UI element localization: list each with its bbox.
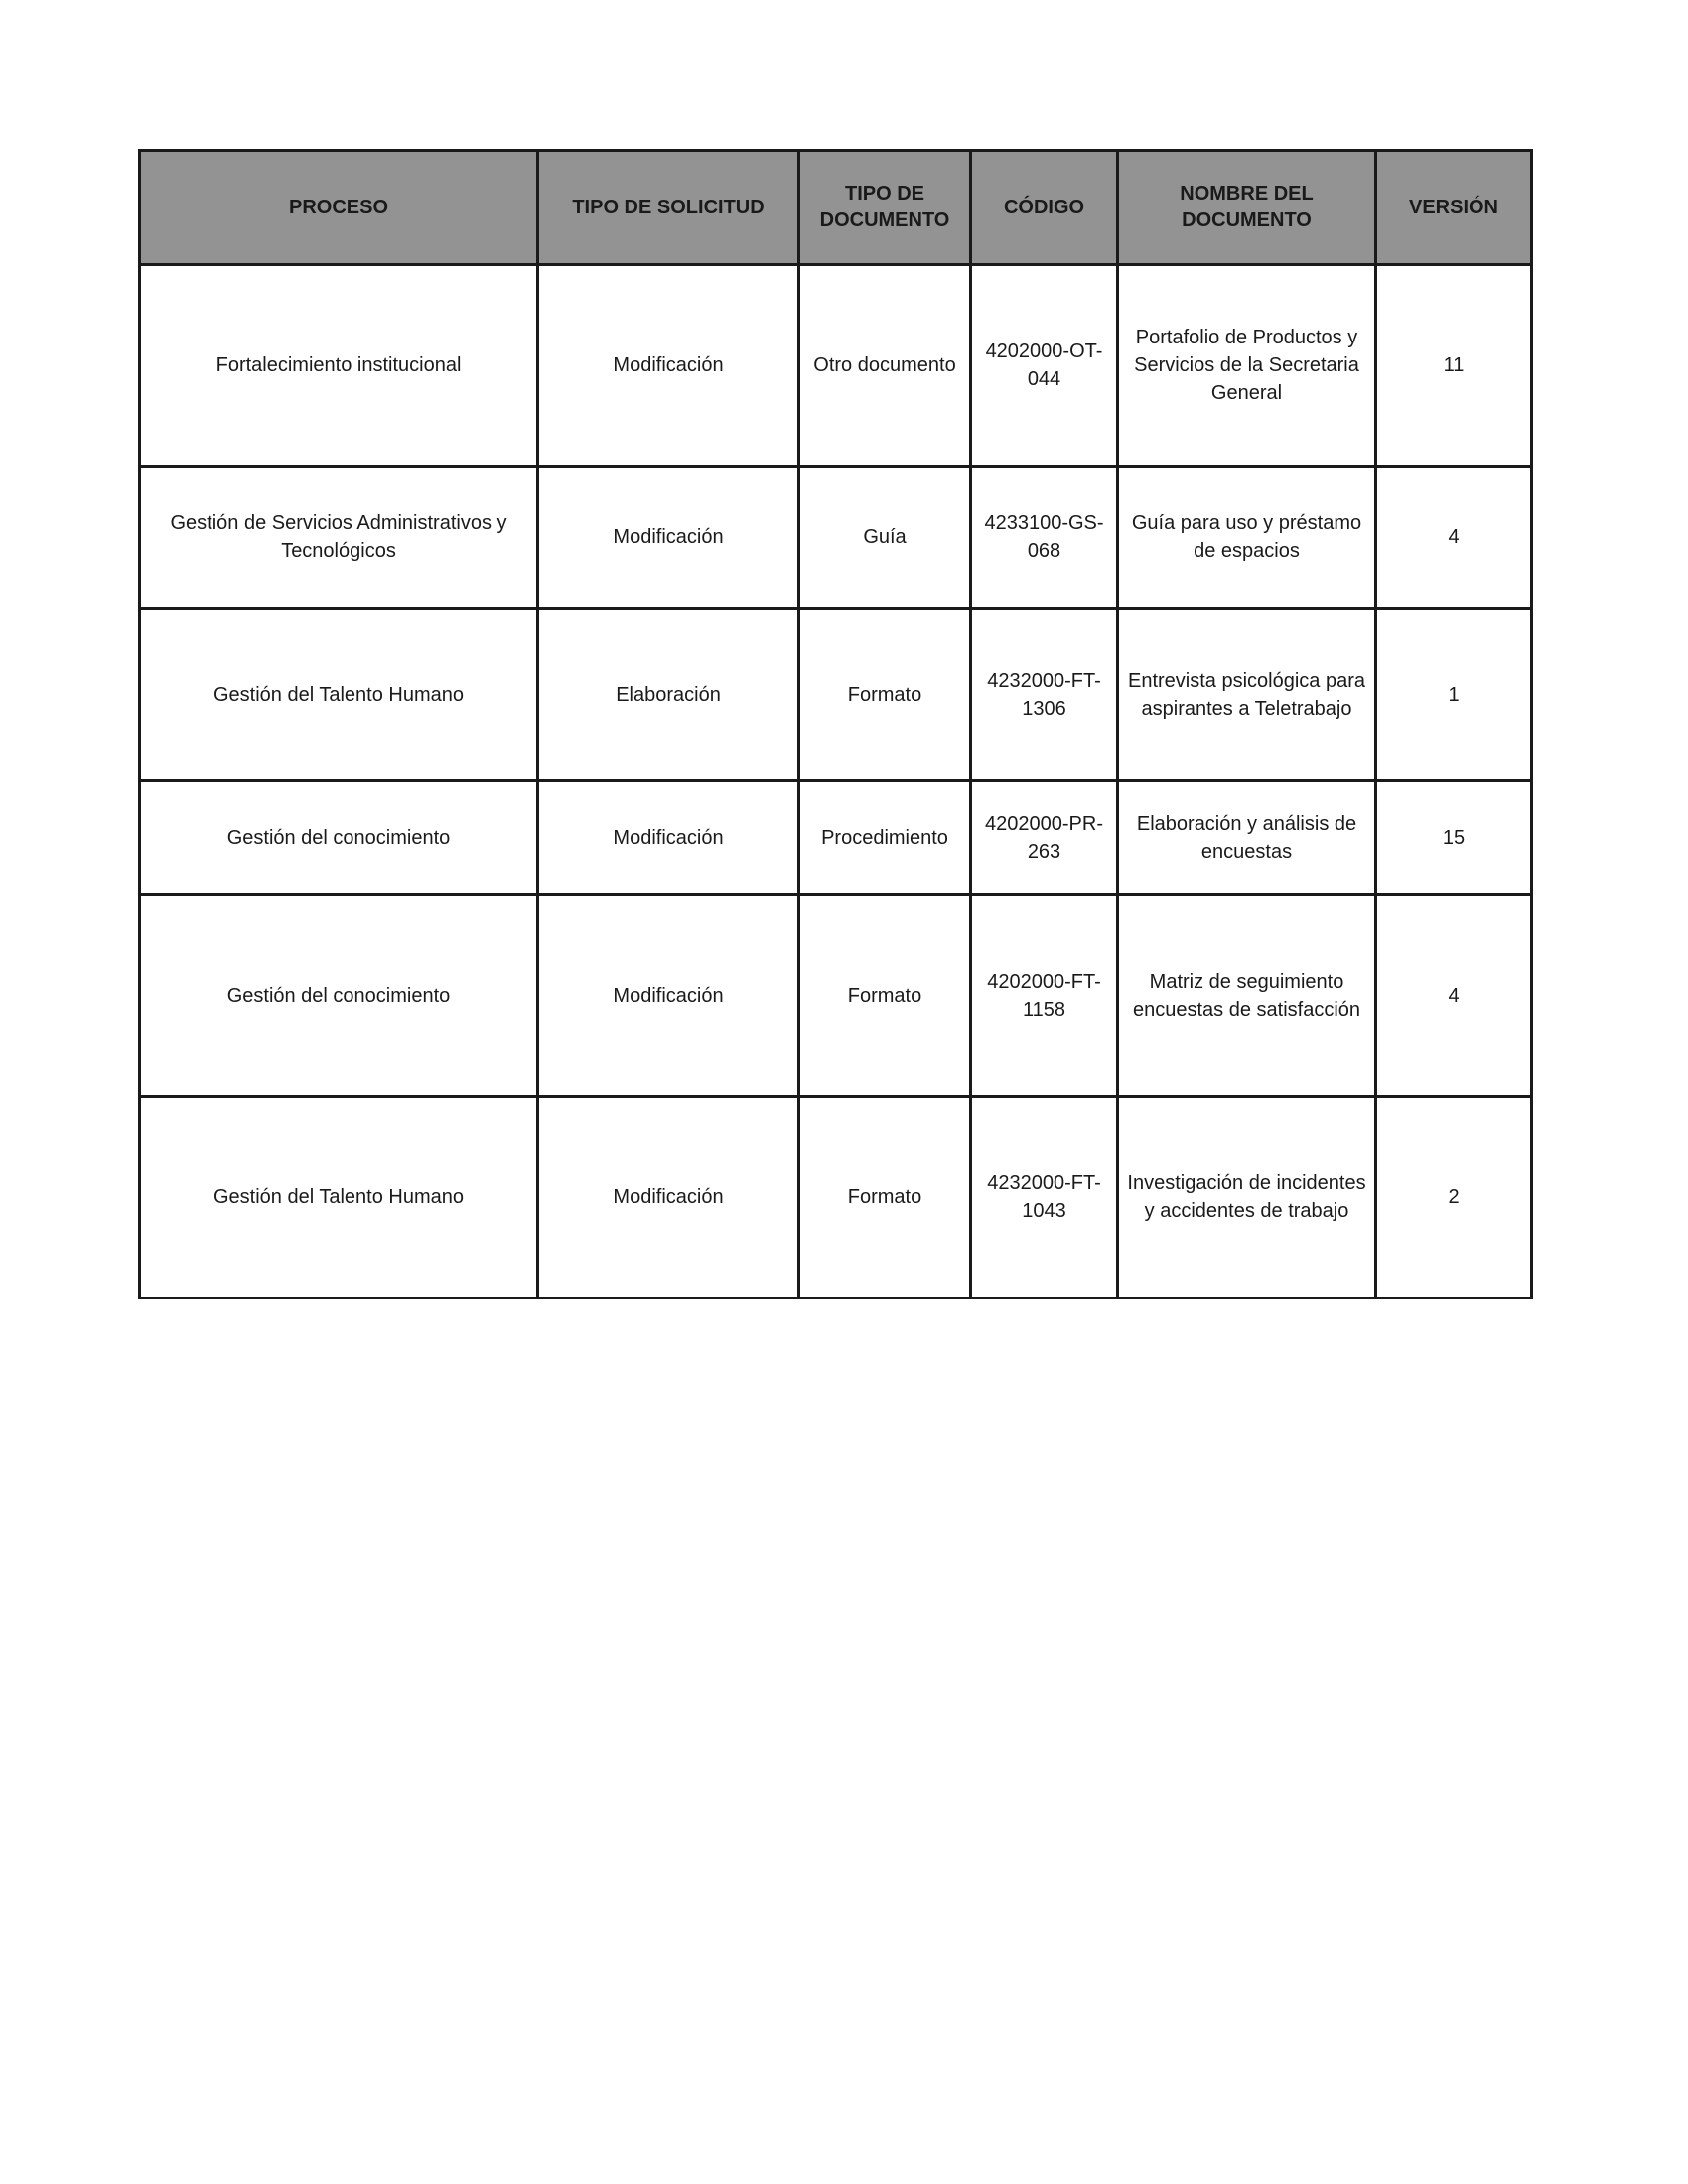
cell-tipo-documento: Formato [799,1097,971,1298]
cell-version: 15 [1376,781,1532,895]
cell-nombre-documento: Portafolio de Productos y Servicios de la Secretaria General [1118,265,1376,467]
documents-table [138,149,1533,1299]
cell-proceso: Fortalecimiento institucional [140,265,538,467]
cell-proceso: Gestión del Talento Humano [140,1097,538,1298]
cell-version: 4 [1376,467,1532,609]
cell-codigo: 4202000-FT-1158 [971,895,1118,1097]
cell-tipo-solicitud: Modificación [538,467,799,609]
cell-tipo-documento: Procedimiento [799,781,971,895]
table-row [140,467,1532,609]
header-proceso: PROCESO [140,151,538,265]
cell-codigo: 4233100-GS-068 [971,467,1118,609]
header-version: VERSIÓN [1376,151,1532,265]
document-sheet [138,149,1530,1299]
cell-tipo-solicitud: Elaboración [538,609,799,781]
cell-proceso: Gestión del Talento Humano [140,609,538,781]
cell-nombre-documento: Investigación de incidentes y accidentes de trabajo [1118,1097,1376,1298]
cell-nombre-documento: Elaboración y análisis de encuestas [1118,781,1376,895]
cell-tipo-solicitud: Modificación [538,781,799,895]
table-row [140,609,1532,781]
table-row [140,265,1532,467]
cell-tipo-solicitud: Modificación [538,895,799,1097]
cell-tipo-solicitud: Modificación [538,1097,799,1298]
cell-version: 1 [1376,609,1532,781]
header-codigo: CÓDIGO [971,151,1118,265]
header-tipo-solicitud: TIPO DE SOLICITUD [538,151,799,265]
header-tipo-documento: TIPO DE DOCUMENTO [799,151,971,265]
table-row [140,895,1532,1097]
cell-tipo-documento: Formato [799,609,971,781]
cell-proceso: Gestión del conocimiento [140,781,538,895]
cell-nombre-documento: Entrevista psicológica para aspirantes a Teletrabajo [1118,609,1376,781]
cell-proceso: Gestión del conocimiento [140,895,538,1097]
cell-tipo-documento: Guía [799,467,971,609]
table-body [140,265,1532,1298]
cell-version: 11 [1376,265,1532,467]
cell-codigo: 4202000-OT-044 [971,265,1118,467]
cell-codigo: 4232000-FT-1306 [971,609,1118,781]
cell-tipo-solicitud: Modificación [538,265,799,467]
header-row [140,151,1532,265]
cell-nombre-documento: Matriz de seguimiento encuestas de satisfacción [1118,895,1376,1097]
cell-version: 2 [1376,1097,1532,1298]
cell-tipo-documento: Otro documento [799,265,971,467]
table-header [140,151,1532,265]
cell-proceso: Gestión de Servicios Administrativos y Tecnológicos [140,467,538,609]
table-row [140,781,1532,895]
cell-tipo-documento: Formato [799,895,971,1097]
cell-version: 4 [1376,895,1532,1097]
table-row [140,1097,1532,1298]
header-nombre-documento: NOMBRE DEL DOCUMENTO [1118,151,1376,265]
cell-nombre-documento: Guía para uso y préstamo de espacios [1118,467,1376,609]
cell-codigo: 4202000-PR-263 [971,781,1118,895]
cell-codigo: 4232000-FT-1043 [971,1097,1118,1298]
